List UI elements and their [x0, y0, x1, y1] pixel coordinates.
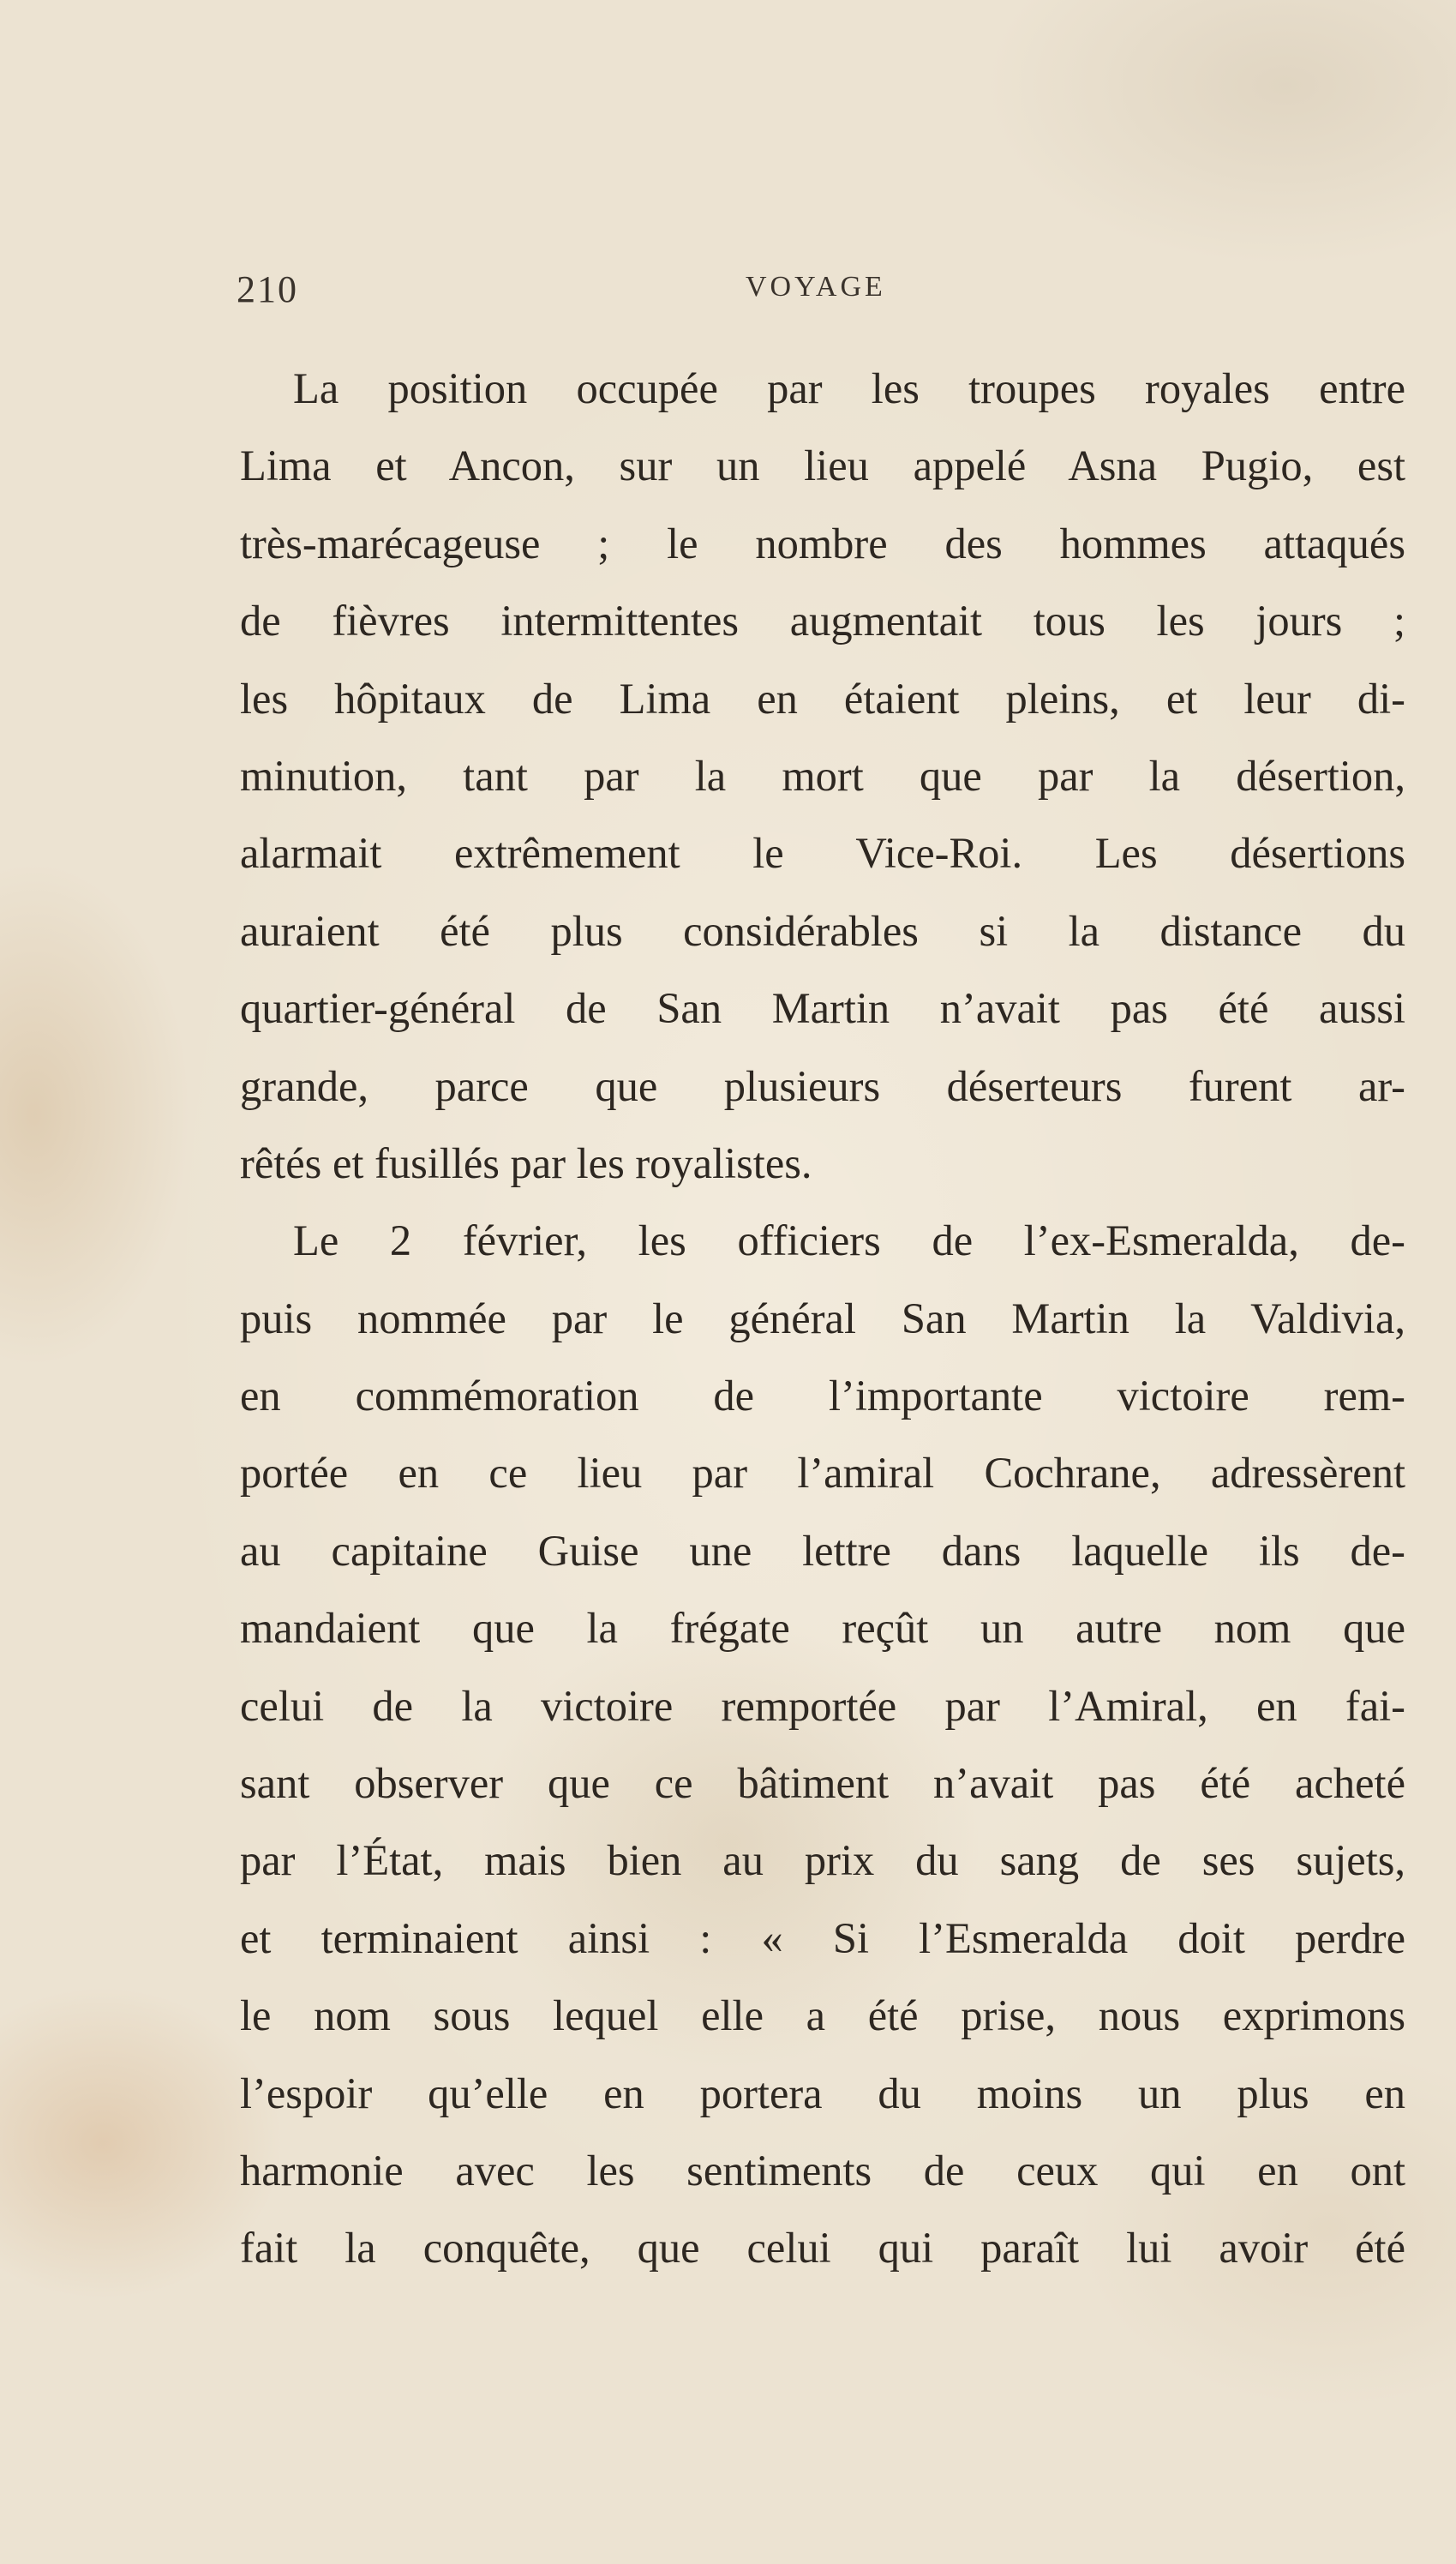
text-line: celui de la victoire remportée par l’Amiral, en fai- [240, 1681, 1405, 1730]
text-line: l’espoir qu’elle en portera du moins un plus en [240, 2069, 1405, 2117]
text-line: au capitaine Guise une lettre dans laquelle ils de- [240, 1526, 1405, 1575]
text-line: et terminaient ainsi : « Si l’Esmeralda doit perdre [240, 1913, 1405, 1962]
text-line: puis nommée par le général San Martin la Valdivia, [240, 1294, 1405, 1342]
text-line: alarmait extrêmement le Vice-Roi. Les désertions [240, 829, 1405, 878]
text-line: très-marécageuse ; le nombre des hommes attaqués [240, 519, 1405, 567]
text-line: mandaient que la frégate reçût un autre nom que [240, 1604, 1405, 1653]
text-line: les hôpitaux de Lima en étaient pleins, et leur di- [240, 674, 1405, 723]
text-line: de fièvres intermittentes augmentait tous les jours ; [240, 597, 1405, 646]
body-text [240, 350, 1405, 2287]
page-number: 210 [237, 268, 298, 310]
text-line: rêtés et fusillés par les royalistes. [240, 1138, 812, 1187]
text-line: minution, tant par la mort que par la désertion, [240, 751, 1405, 800]
text-line: fait la conquête, que celui qui paraît lui avoir été [240, 2224, 1405, 2273]
running-title: VOYAGE [746, 271, 886, 303]
text-line: grande, parce que plusieurs déserteurs furent ar- [240, 1061, 1405, 1110]
text-line: portée en ce lieu par l’amiral Cochrane, adressèrent [240, 1449, 1405, 1498]
text-line: auraient été plus considérables si la distance du [240, 906, 1405, 955]
text-line: Lima et Ancon, sur un lieu appelé Asna Pugio, est [240, 441, 1405, 490]
text-line: Le 2 février, les officiers de l’ex-Esmeralda, de- [293, 1216, 1405, 1265]
text-line: harmonie avec les sentiments de ceux qui en ont [240, 2146, 1405, 2195]
text-line: La position occupée par les troupes royales entre [293, 364, 1405, 412]
text-line: le nom sous lequel elle a été prise, nous exprimons [240, 1991, 1405, 2040]
running-head [231, 267, 917, 319]
text-line: en commémoration de l’importante victoire rem- [240, 1372, 1405, 1420]
text-line: sant observer que ce bâtiment n’avait pas été acheté [240, 1759, 1405, 1808]
text-line: par l’État, mais bien au prix du sang de ses sujets, [240, 1836, 1405, 1885]
text-line: quartier-général de San Martin n’avait pas été aussi [240, 984, 1405, 1033]
